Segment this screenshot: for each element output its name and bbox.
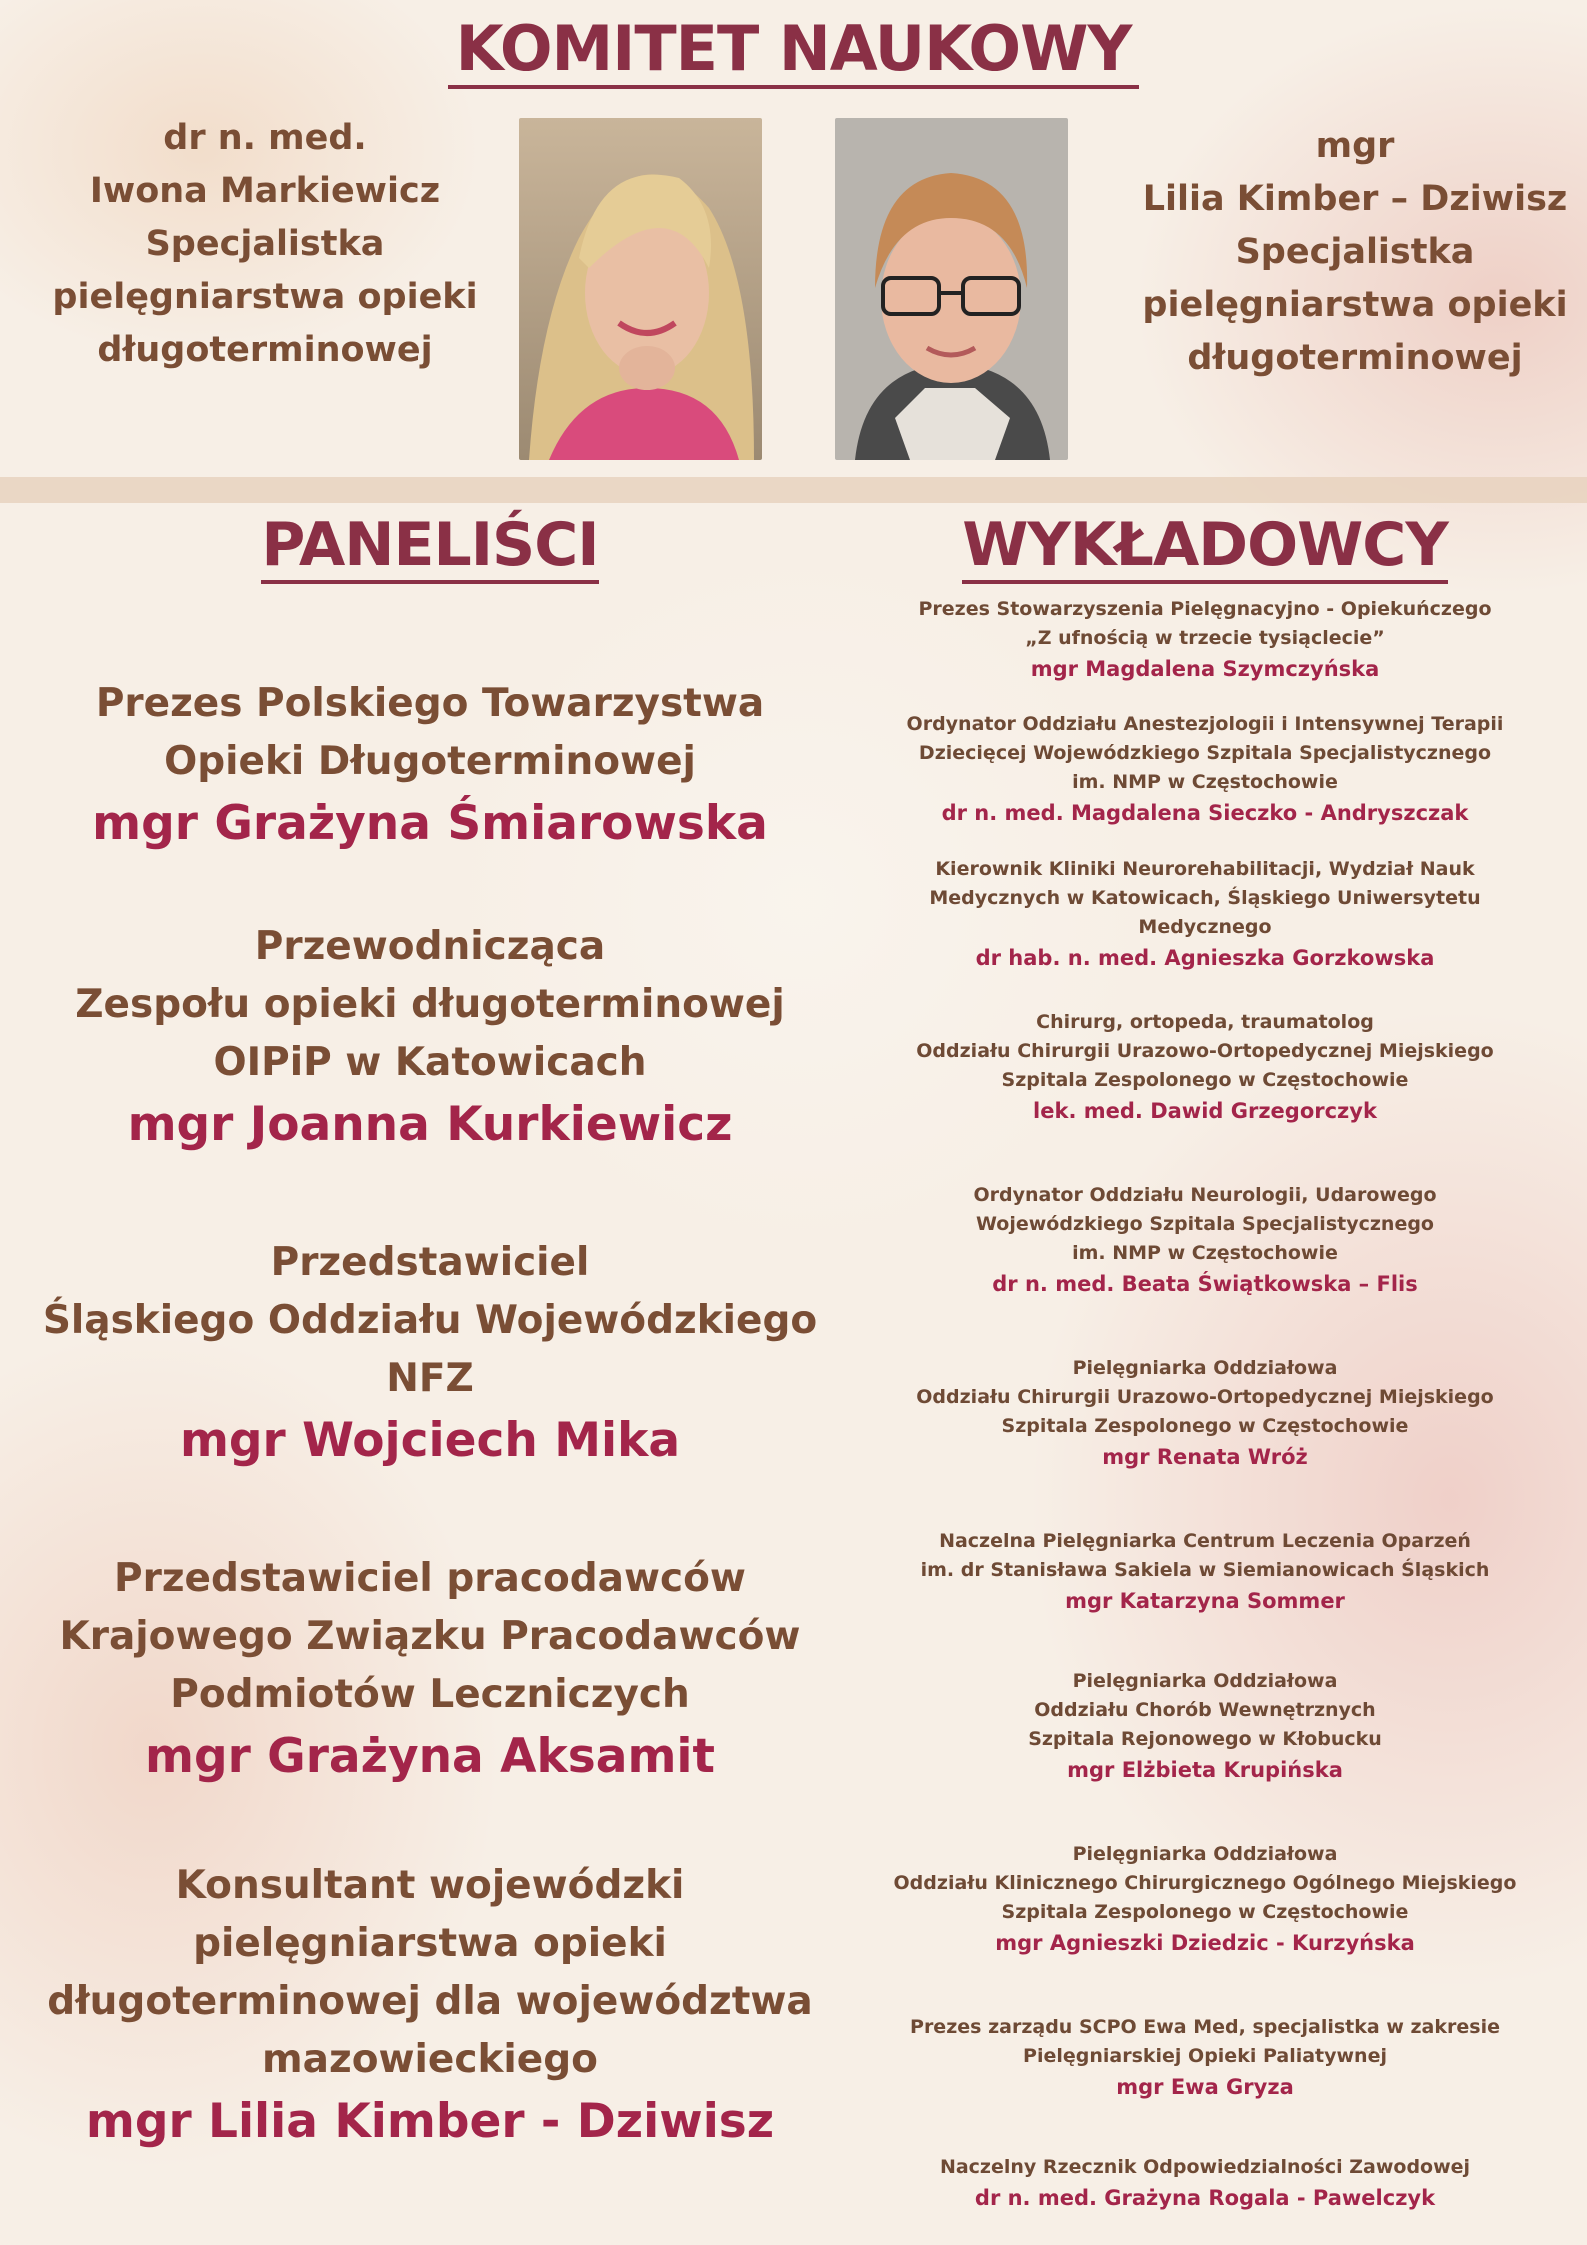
- lecturer-role: Prezes Stowarzyszenia Pielęgnacyjno - Opiekuńczego „Z ufnością w trzecie tysiąclecie”: [918, 598, 1492, 649]
- right-name: Lilia Kimber – Dziwisz: [1142, 179, 1568, 219]
- lecturer-role: Kierownik Kliniki Neurorehabilitacji, Wydział Nauk Medycznych w Katowicach, Śląskiego Uniwersytetu Medycznego: [929, 858, 1481, 938]
- lecturer-name: dr hab. n. med. Agnieszka Gorzkowska: [975, 946, 1435, 970]
- left-name: Iwona Markiewicz: [89, 171, 441, 211]
- lecturer-item: [885, 1181, 1525, 1300]
- lecturer-item: [885, 595, 1525, 685]
- lecturer-item: [885, 1667, 1525, 1786]
- panelist-role: Prezes Polskiego Towarzystwa Opieki Długoterminowej: [95, 681, 765, 784]
- panelist-item: [30, 1550, 830, 1790]
- left-degree: dr n. med.: [163, 118, 367, 158]
- lecturer-role: Pielęgniarka Oddziałowa Oddziału Klinicznego Chirurgicznego Ogólnego Miejskiego Szpitala Zespolonego w Częstochowie: [893, 1843, 1517, 1923]
- right-specialty: Specjalistka: [1235, 232, 1475, 272]
- right-specialty-line2: pielęgniarstwa opieki: [1142, 285, 1568, 325]
- lecturer-name: mgr Renata Wróż: [1102, 1445, 1308, 1469]
- panelist-item: [30, 1234, 830, 1474]
- panelists-heading: PANELIŚCI: [30, 510, 830, 580]
- lecturers-heading: WYKŁADOWCY: [885, 510, 1525, 580]
- lecturer-name: dr n. med. Grażyna Rogala - Pawelczyk: [974, 2186, 1436, 2210]
- lecturer-name: dr n. med. Beata Świątkowska – Flis: [992, 1272, 1418, 1296]
- lecturer-name: dr n. med. Magdalena Sieczko - Andryszczak: [941, 801, 1469, 825]
- right-specialty-line3: długoterminowej: [1187, 338, 1523, 378]
- left-specialty-line2: pielęgniarstwa opieki: [52, 277, 478, 317]
- portrait-photo-right: [835, 118, 1068, 460]
- lecturer-name: mgr Elżbieta Krupińska: [1067, 1758, 1343, 1782]
- panelist-item: [30, 918, 830, 1158]
- lecturer-item: [885, 710, 1525, 829]
- left-specialty: Specjalistka: [145, 224, 385, 264]
- lecturer-item: [885, 2153, 1525, 2214]
- lecturer-role: Naczelny Rzecznik Odpowiedzialności Zawodowej: [939, 2156, 1471, 2178]
- panelist-role: Przedstawiciel pracodawców Krajowego Związku Pracodawców Podmiotów Leczniczych: [59, 1556, 801, 1717]
- lecturer-role: Pielęgniarka Oddziałowa Oddziału Chorób Wewnętrznych Szpitala Rejonowego w Kłobucku: [1028, 1670, 1382, 1750]
- lecturer-name: mgr Magdalena Szymczyńska: [1030, 657, 1380, 681]
- lecturer-role: Naczelna Pielęgniarka Centrum Leczenia Oparzeń im. dr Stanisława Sakiela w Siemianowicach Śląskich: [920, 1530, 1490, 1581]
- lecturer-item: [885, 855, 1525, 974]
- panelist-name: mgr Lilia Kimber - Dziwisz: [85, 2094, 775, 2149]
- section-divider: [0, 477, 1587, 503]
- right-degree: mgr: [1315, 126, 1395, 166]
- lecturer-name: lek. med. Dawid Grzegorczyk: [1033, 1099, 1377, 1123]
- committee-member-left: [40, 112, 490, 377]
- left-specialty-line3: długoterminowej: [97, 330, 433, 370]
- page-title: KOMITET NAUKOWY: [0, 12, 1587, 85]
- lecturer-role: Prezes zarządu SCPO Ewa Med, specjalistka w zakresie Pielęgniarskiej Opieki Paliatywnej: [910, 2016, 1500, 2067]
- lecturer-role: Chirurg, ortopeda, traumatolog Oddziału Chirurgii Urazowo-Ortopedycznej Miejskiego Szpitala Zespolonego w Częstochowie: [916, 1011, 1494, 1091]
- panelist-name: mgr Grażyna Śmiarowska: [92, 796, 768, 851]
- lecturer-name: mgr Katarzyna Sommer: [1065, 1589, 1345, 1613]
- lecturer-item: [885, 1527, 1525, 1617]
- panelist-role: Konsultant wojewódzki pielęgniarstwa opieki długoterminowej dla województwa mazowieckiego: [47, 1863, 813, 2082]
- lecturer-role: Ordynator Oddziału Anestezjologii i Intensywnej Terapii Dziecięcej Wojewódzkiego Szpitala Specjalistycznego im. NMP w Częstochowie: [906, 713, 1504, 793]
- lecturer-item: [885, 1354, 1525, 1473]
- lecturer-item: [885, 2013, 1525, 2103]
- lecturer-role: Ordynator Oddziału Neurologii, Udarowego Wojewódzkiego Szpitala Specjalistycznego im. NMP w Częstochowie: [973, 1184, 1437, 1264]
- committee-member-right: [1135, 120, 1575, 385]
- panelist-name: mgr Joanna Kurkiewicz: [127, 1097, 733, 1152]
- lecturer-item: [885, 1840, 1525, 1959]
- panelist-name: mgr Grażyna Aksamit: [144, 1729, 716, 1784]
- portrait-photo-left: [519, 118, 762, 460]
- panelist-item: [30, 675, 830, 857]
- panelist-name: mgr Wojciech Mika: [179, 1413, 681, 1468]
- lecturer-name: mgr Ewa Gryza: [1116, 2075, 1294, 2099]
- lecturer-role: Pielęgniarka Oddziałowa Oddziału Chirurgii Urazowo-Ortopedycznej Miejskiego Szpitala Zespolonego w Częstochowie: [916, 1357, 1494, 1437]
- lecturer-name: mgr Agnieszki Dziedzic - Kurzyńska: [995, 1931, 1415, 1955]
- panelist-role: Przewodnicząca Zespołu opieki długoterminowej OIPiP w Katowicach: [75, 924, 785, 1085]
- lecturer-item: [885, 1008, 1525, 1127]
- panelist-role: Przedstawiciel Śląskiego Oddziału Wojewódzkiego NFZ: [42, 1240, 818, 1401]
- panelist-item: [30, 1857, 830, 2155]
